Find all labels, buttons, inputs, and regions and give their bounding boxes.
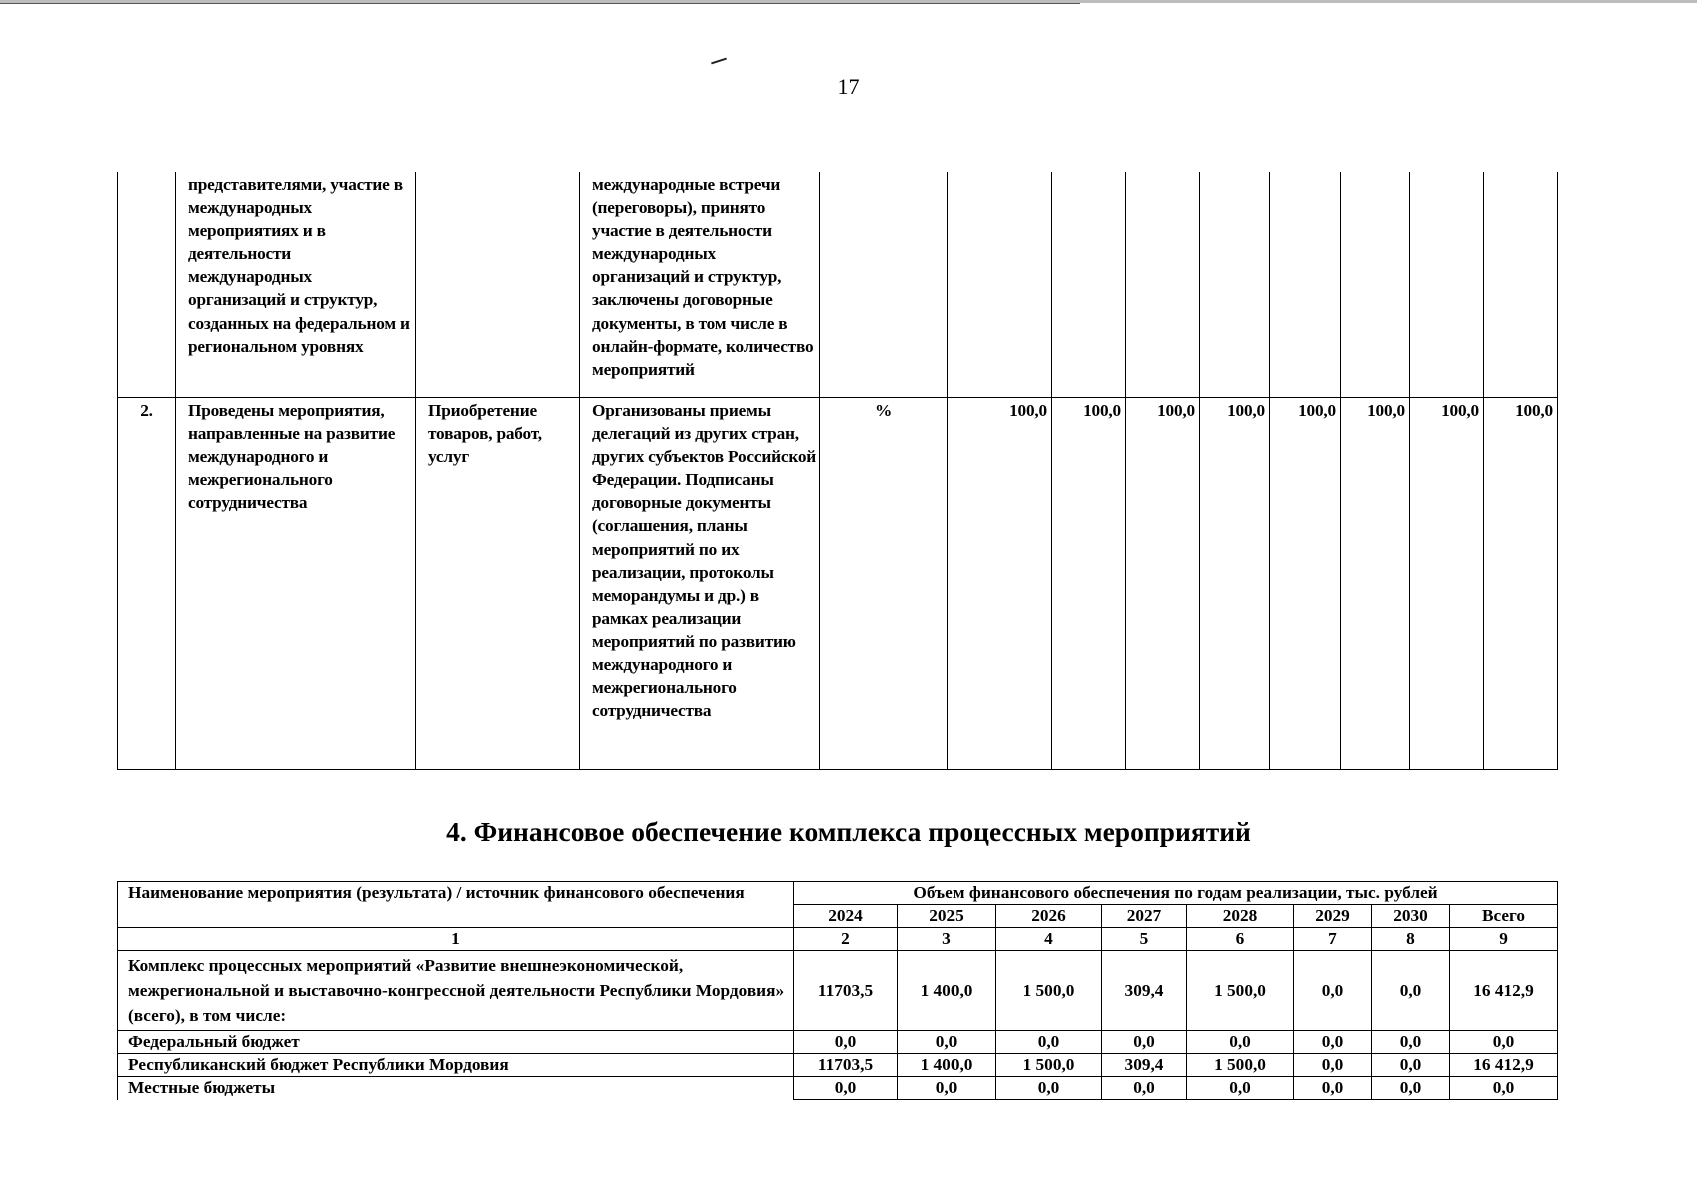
column-number: 6 (1187, 928, 1294, 951)
year-header: 2025 (898, 905, 996, 928)
row-label: Федеральный бюджет (118, 1031, 794, 1054)
result-name-cell: представителями, участие в международных мероприятиях и в деятельности международных организаций и структур, созданных на федеральном и региональном уровнях (176, 172, 416, 398)
column-number: 4 (996, 928, 1102, 951)
value-cell: 100,0 (1270, 398, 1341, 770)
value-cell: 0,0 (1102, 1077, 1187, 1100)
value-cell: 0,0 (1294, 1031, 1372, 1054)
column-number: 1 (118, 928, 794, 951)
result-description-cell: международные встречи (переговоры), принято участие в деятельности международных организаций и структур, заключены договорные документы, в том числе в онлайн-формате, количество мероприятий (580, 172, 820, 398)
value-cell: 309,4 (1102, 1054, 1187, 1077)
year-header: 2030 (1372, 905, 1450, 928)
value-cell: 1 500,0 (996, 1054, 1102, 1077)
table-row (118, 1031, 1558, 1054)
value-cell: 0,0 (996, 1031, 1102, 1054)
year-header: 2026 (996, 905, 1102, 928)
value-cell: 100,0 (1200, 398, 1270, 770)
value-cell: 100,0 (1341, 398, 1410, 770)
column-number: 9 (1450, 928, 1558, 951)
table-row (118, 398, 1558, 770)
table-header-row (118, 882, 1558, 905)
value-cell: 100,0 (1410, 398, 1484, 770)
page-number: 17 (837, 74, 860, 99)
value-cell: 11703,5 (794, 1054, 898, 1077)
year-header: 2028 (1187, 905, 1294, 928)
value-cell: 0,0 (794, 1031, 898, 1054)
value-cell: 0,0 (1372, 1054, 1450, 1077)
row-label: Республиканский бюджет Республики Мордовия (118, 1054, 794, 1077)
value-cell: 1 500,0 (1187, 951, 1294, 1031)
financing-table (117, 881, 1558, 1100)
row-label: Местные бюджеты (118, 1077, 794, 1100)
column-number: 3 (898, 928, 996, 951)
header-source-name: Наименование мероприятия (результата) / источник финансового обеспечения (118, 882, 794, 928)
result-description-cell: Организованы приемы делегаций из других стран, других субъектов Российской Федерации. Подписаны договорные документы (соглашения, планы мероприятий по их реализации, протоколы меморандумы и др.) в рамках реализации мероприятий по развитию международного и межрегионального сотрудничества (580, 398, 820, 770)
column-number: 2 (794, 928, 898, 951)
value-cell: 1 500,0 (1187, 1054, 1294, 1077)
value-cell: 0,0 (898, 1031, 996, 1054)
column-number: 8 (1372, 928, 1450, 951)
table-row (118, 1077, 1558, 1100)
section-title: 4. Финансовое обеспечение комплекса процессных мероприятий (446, 816, 1251, 847)
result-type-cell (416, 172, 580, 398)
value-cell: 11703,5 (794, 951, 898, 1031)
year-header: 2024 (794, 905, 898, 928)
table-row (118, 172, 1558, 398)
table-row (118, 951, 1558, 1031)
results-table (117, 172, 1558, 770)
value-cell: 16 412,9 (1450, 951, 1558, 1031)
result-name-cell: Проведены мероприятия, направленные на развитие международного и межрегионального сотрудничества (176, 398, 416, 770)
value-cell: 100,0 (948, 398, 1052, 770)
row-number-cell (118, 172, 176, 398)
header-volume: Объем финансового обеспечения по годам реализации, тыс. рублей (794, 882, 1558, 905)
value-cell: 0,0 (1450, 1077, 1558, 1100)
table-row (118, 1054, 1558, 1077)
value-cell: 100,0 (1052, 398, 1126, 770)
value-cell: 0,0 (1294, 1054, 1372, 1077)
unit-cell (820, 172, 948, 398)
value-cell: 0,0 (996, 1077, 1102, 1100)
value-cell: 0,0 (1102, 1031, 1187, 1054)
value-cell: 0,0 (1187, 1077, 1294, 1100)
value-cell: 16 412,9 (1450, 1054, 1558, 1077)
column-number: 5 (1102, 928, 1187, 951)
year-header: 2029 (1294, 905, 1372, 928)
scan-edge-line (0, 3, 1080, 4)
value-cell: 0,0 (1450, 1031, 1558, 1054)
value-cell: 0,0 (1294, 951, 1372, 1031)
row-label: Комплекс процессных мероприятий «Развитие внешнеэкономической, межрегиональной и выставочно-конгрессной деятельности Республики Мордовия» (всего), в том числе: (118, 951, 794, 1031)
row-number-cell: 2. (118, 398, 176, 770)
value-cell: 309,4 (1102, 951, 1187, 1031)
value-cell: 100,0 (1126, 398, 1200, 770)
value-cell: 1 500,0 (996, 951, 1102, 1031)
unit-cell: % (820, 398, 948, 770)
pen-mark (711, 58, 727, 65)
total-header: Всего (1450, 905, 1558, 928)
year-header: 2027 (1102, 905, 1187, 928)
value-cell: 0,0 (1372, 1031, 1450, 1054)
column-numbers-row (118, 928, 1558, 951)
value-cell: 0,0 (898, 1077, 996, 1100)
value-cell: 100,0 (1484, 398, 1558, 770)
value-cell: 0,0 (1294, 1077, 1372, 1100)
value-cell: 0,0 (1187, 1031, 1294, 1054)
column-number: 7 (1294, 928, 1372, 951)
result-type-cell: Приобретение товаров, работ, услуг (416, 398, 580, 770)
value-cell: 0,0 (794, 1077, 898, 1100)
value-cell: 0,0 (1372, 951, 1450, 1031)
value-cell: 1 400,0 (898, 1054, 996, 1077)
value-cell: 1 400,0 (898, 951, 996, 1031)
value-cell: 0,0 (1372, 1077, 1450, 1100)
